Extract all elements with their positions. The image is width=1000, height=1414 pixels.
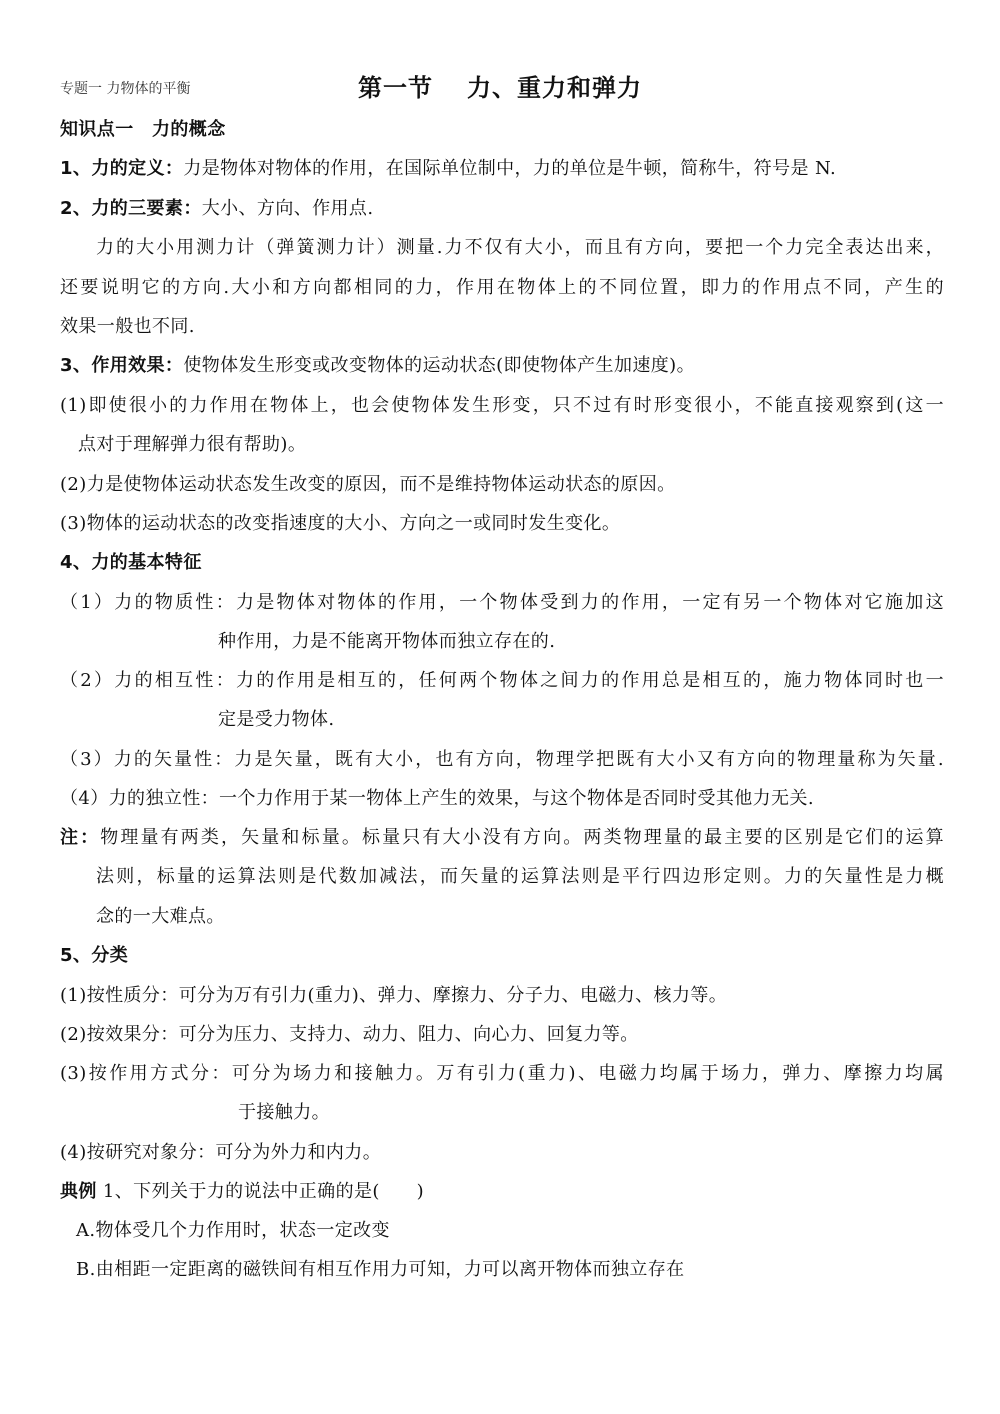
effects-label: 3、作用效果： bbox=[60, 355, 184, 376]
section-heading: 知识点一 力的概念 bbox=[60, 119, 226, 140]
list-item: （3）力的矢量性：力是矢量，既有大小，也有方向，物理学把既有大小又有方向的物理量称为矢量. bbox=[60, 749, 944, 770]
list-item-continuation: 定是受力物体. bbox=[218, 709, 335, 730]
body-text-line: 还要说明它的方向.大小和方向都相同的力，作用在物体上的不同位置，即力的作用点不同，产生的 bbox=[60, 277, 944, 298]
note-text: 物理量有两类，矢量和标量。标量只有大小没有方向。两类物理量的最主要的区别是它们的运算 bbox=[100, 827, 944, 848]
list-item: (4)按研究对象分：可分为外力和内力。 bbox=[60, 1142, 382, 1163]
subheading-classification: 5、分类 bbox=[60, 945, 129, 966]
title-section-number: 第一节 bbox=[358, 73, 433, 102]
note-continuation: 念的一大难点。 bbox=[96, 906, 225, 927]
list-item: （1）力的物质性：力是物体对物体的作用，一个物体受到力的作用，一定有另一个物体对它施加这 bbox=[60, 592, 944, 613]
effects-text: 使物体发生形变或改变物体的运动状态(即使物体产生加速度)。 bbox=[183, 355, 695, 376]
note-label: 注： bbox=[60, 827, 101, 848]
paragraph-effects bbox=[60, 354, 944, 378]
list-item: （2）力的相互性：力的作用是相互的，任何两个物体之间力的作用总是相互的，施力物体同时也一 bbox=[60, 670, 944, 691]
example-question bbox=[60, 1180, 944, 1204]
body-text-line: 力的大小用测力计（弹簧测力计）测量.力不仅有大小，而且有方向，要把一个力完全表达出来， bbox=[96, 237, 944, 258]
chapter-tag: 专题一 力物体的平衡 bbox=[60, 81, 191, 97]
three-elements-text: 大小、方向、作用点. bbox=[201, 198, 374, 219]
list-item: (1)即使很小的力作用在物体上，也会使物体发生形变，只不过有时形变很小，不能直接观察到(这一 bbox=[60, 395, 944, 416]
note-paragraph bbox=[60, 826, 944, 850]
list-item: （4）力的独立性：一个力作用于某一物体上产生的效果，与这个物体是否同时受其他力无关. bbox=[60, 788, 814, 809]
example-label: 典例 bbox=[60, 1181, 97, 1202]
note-continuation: 法则，标量的运算法则是代数加减法，而矢量的运算法则是平行四边形定则。力的矢量性是力概 bbox=[96, 866, 944, 887]
paragraph-definition bbox=[60, 157, 944, 181]
page-title bbox=[0, 68, 1000, 103]
list-item-continuation: 种作用，力是不能离开物体而独立存在的. bbox=[218, 631, 556, 652]
list-item: (3)按作用方式分：可分为场力和接触力。万有引力(重力)、电磁力均属于场力，弹力、摩擦力均属 bbox=[60, 1063, 944, 1084]
list-item: (1)按性质分：可分为万有引力(重力)、弹力、摩擦力、分子力、电磁力、核力等。 bbox=[60, 985, 728, 1006]
example-question-text: 1、下列关于力的说法中正确的是( ) bbox=[96, 1181, 425, 1202]
subheading-characteristics: 4、力的基本特征 bbox=[60, 552, 202, 573]
list-item-continuation: 于接触力。 bbox=[238, 1102, 330, 1123]
list-item: (3)物体的运动状态的改变指速度的大小、方向之一或同时发生变化。 bbox=[60, 513, 621, 534]
option-b: B.由相距一定距离的磁铁间有相互作用力可知，力可以离开物体而独立存在 bbox=[76, 1259, 685, 1280]
body-text-line: 效果一般也不同. bbox=[60, 316, 195, 337]
option-a: A.物体受几个力作用时，状态一定改变 bbox=[76, 1220, 390, 1241]
title-section-name: 力、重力和弹力 bbox=[467, 73, 642, 102]
list-item: (2)按效果分：可分为压力、支持力、动力、阻力、向心力、回复力等。 bbox=[60, 1024, 639, 1045]
definition-text: 力是物体对物体的作用，在国际单位制中，力的单位是牛顿，简称牛，符号是 N. bbox=[183, 158, 837, 179]
list-item: (2)力是使物体运动状态发生改变的原因，而不是维持物体运动状态的原因。 bbox=[60, 474, 676, 495]
paragraph-three-elements bbox=[60, 197, 944, 221]
three-elements-label: 2、力的三要素： bbox=[60, 198, 202, 219]
list-item-continuation: 点对于理解弹力很有帮助)。 bbox=[78, 434, 307, 455]
definition-label: 1、力的定义： bbox=[60, 158, 184, 179]
